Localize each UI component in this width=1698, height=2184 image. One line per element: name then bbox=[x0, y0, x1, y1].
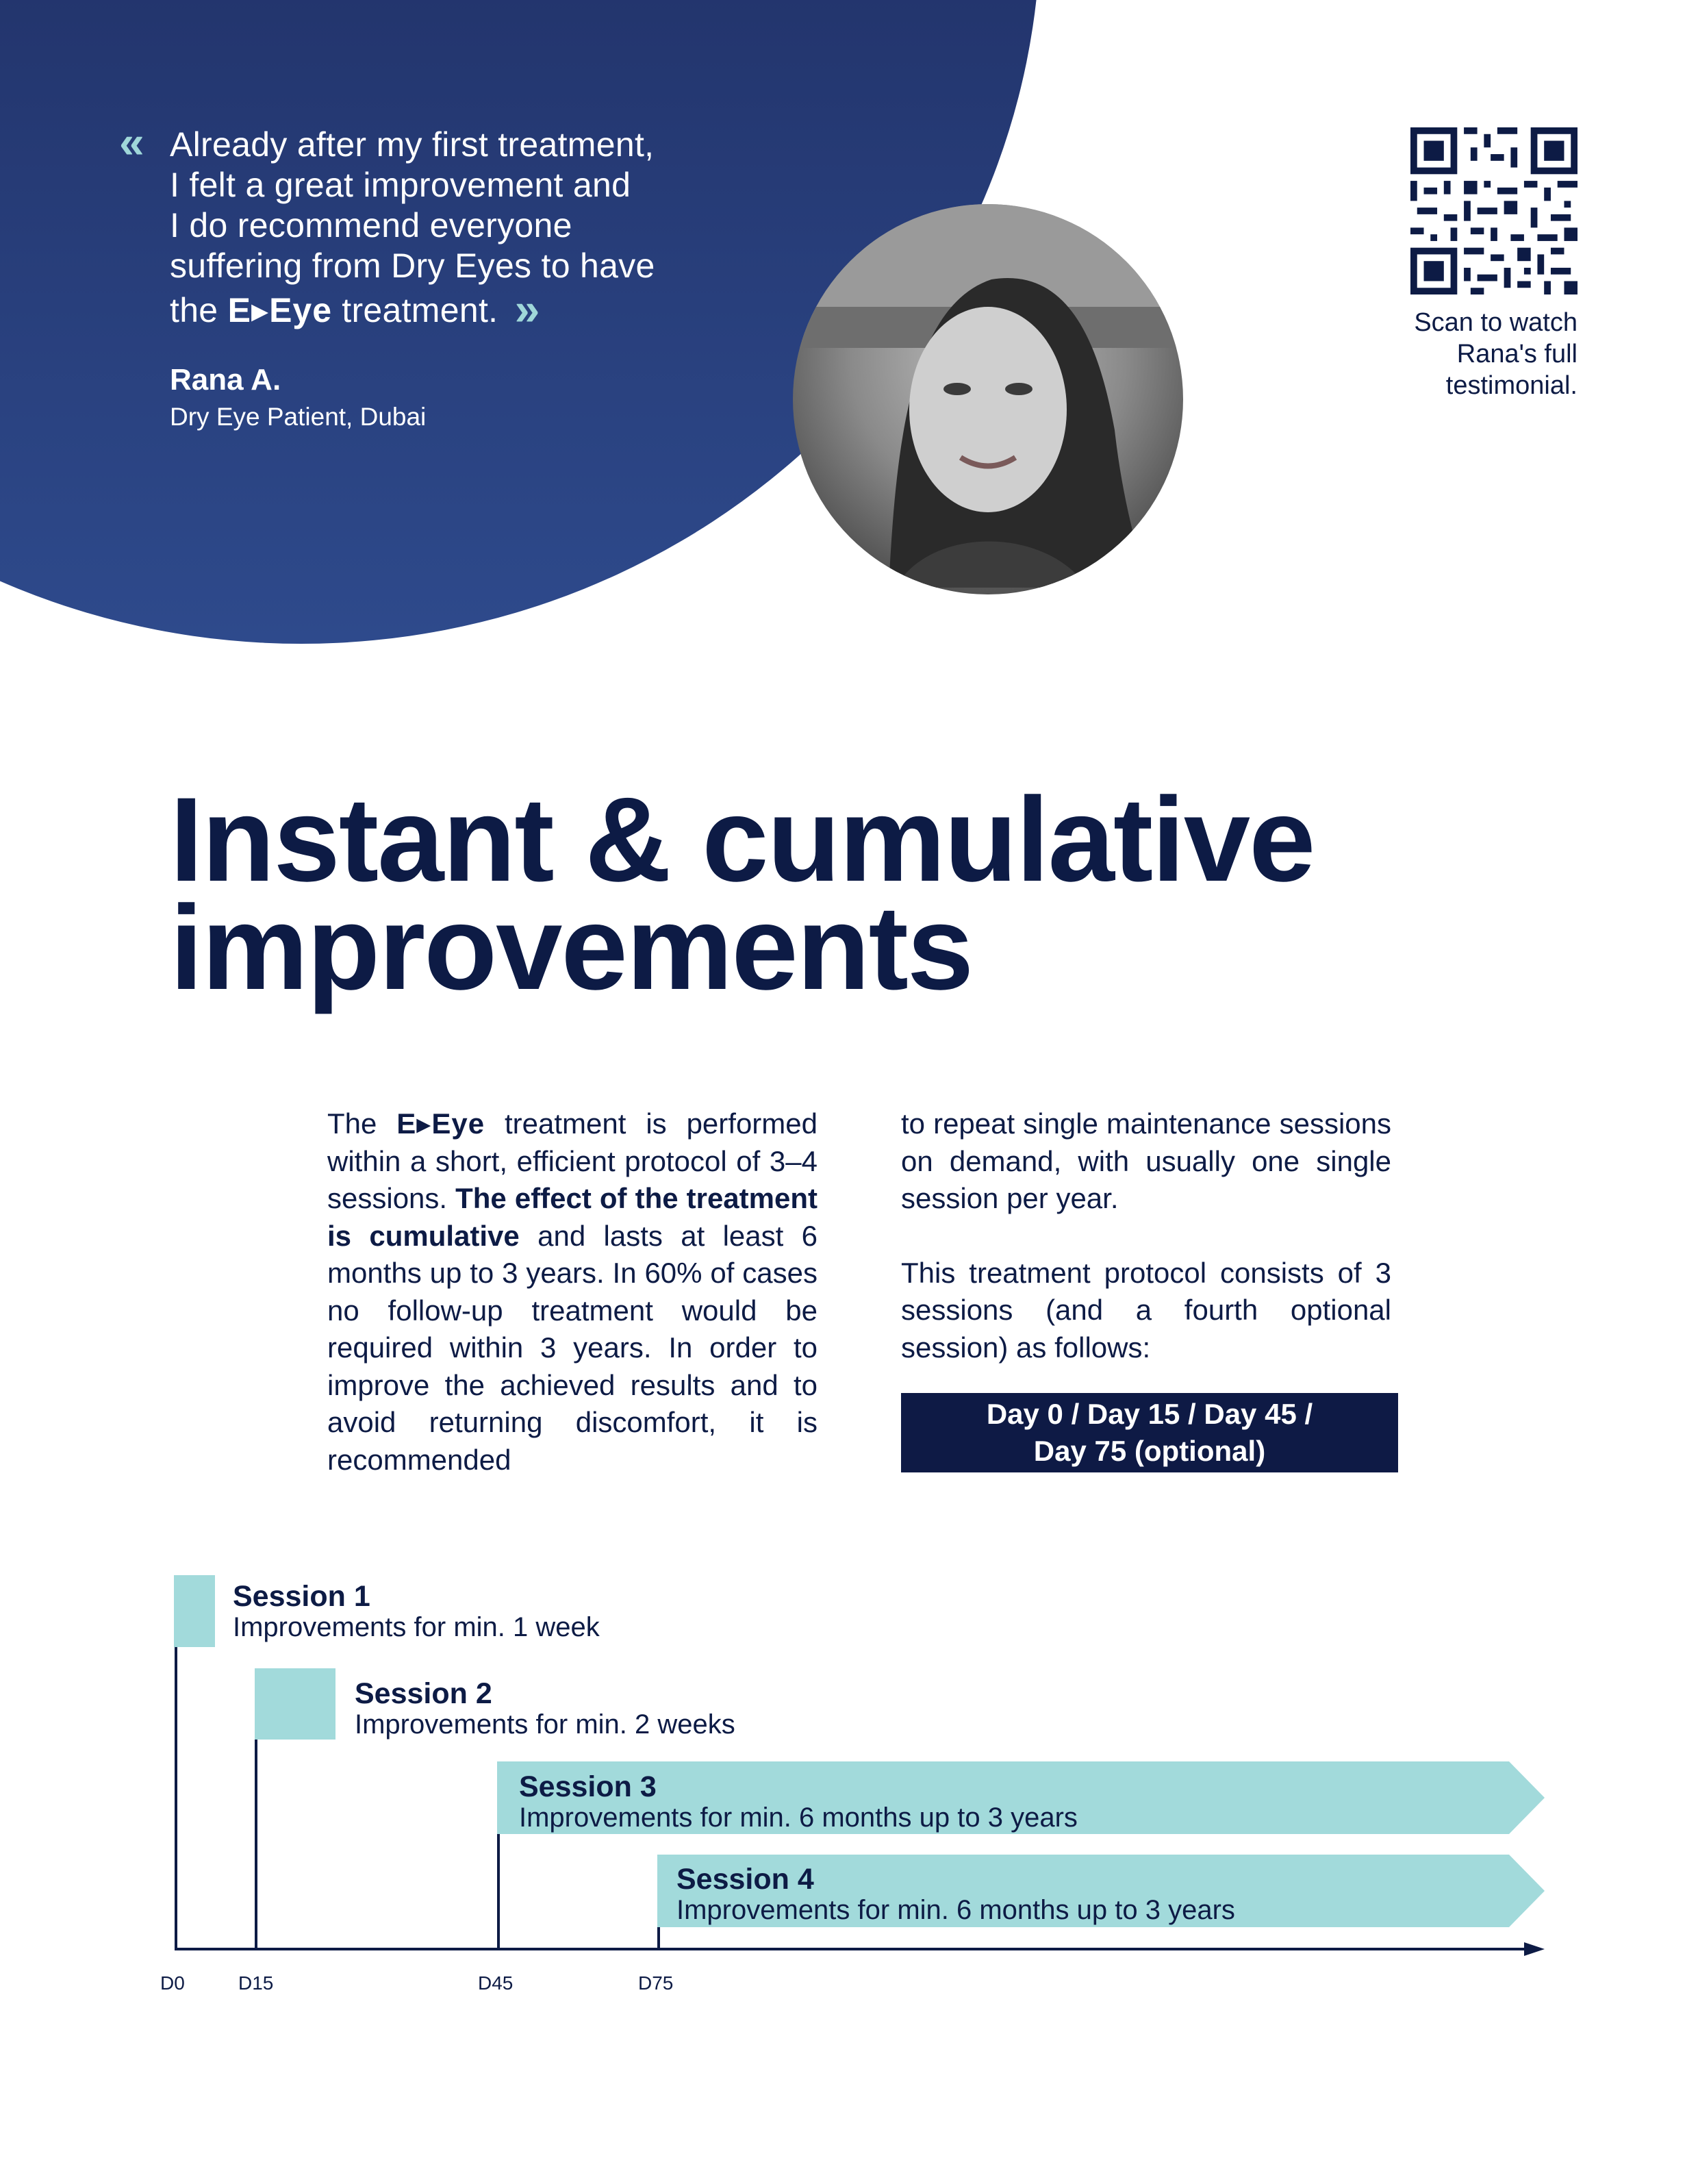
qr-caption bbox=[1345, 307, 1577, 401]
page-title bbox=[170, 773, 1315, 1015]
session-1-bar bbox=[174, 1575, 215, 1647]
quote-line-last bbox=[170, 284, 786, 334]
close-quote-icon: » bbox=[514, 284, 540, 334]
session-title: Session 3 bbox=[519, 1770, 657, 1803]
tick-label-d45: D45 bbox=[478, 1972, 514, 1994]
quote-line: I do recommend everyone bbox=[170, 206, 572, 244]
brand-logo-inline: E▸Eye bbox=[396, 1107, 485, 1140]
session-2-bar bbox=[255, 1668, 335, 1740]
tick-label-d15: D15 bbox=[238, 1972, 274, 1994]
quote-last-suffix: treatment. bbox=[342, 291, 498, 329]
body-paragraph: to repeat single maintenance sessions on demand, with usually one single session per year. bbox=[901, 1107, 1391, 1214]
body-intro-before-logo: The bbox=[327, 1107, 377, 1140]
session-label-1 bbox=[233, 1581, 600, 1642]
session-desc: Improvements for min. 6 months up to 3 years bbox=[676, 1895, 1235, 1925]
body-paragraph: This treatment protocol consists of 3 sessions (and a fourth optional session) as follows: bbox=[901, 1256, 1391, 1364]
quote-last-prefix: the bbox=[170, 291, 218, 329]
body-column-2 bbox=[901, 1105, 1391, 1366]
session-desc: Improvements for min. 6 months up to 3 years bbox=[519, 1803, 1078, 1833]
quote-line: suffering from Dry Eyes to have bbox=[170, 247, 655, 285]
body-rest: and lasts at least 6 months up to 3 years. In 60% of cases no follow-up treatment would be required within 3 years. In order to improve the achieved results and to avoid returning discomfort, it is recommended bbox=[327, 1219, 818, 1476]
schedule-line: Day 0 / Day 15 / Day 45 / bbox=[986, 1398, 1313, 1430]
session-desc: Improvements for min. 2 weeks bbox=[355, 1709, 735, 1740]
body-bold-statement: The effect of the treatment is cumulative bbox=[327, 1182, 818, 1252]
qr-code-icon[interactable] bbox=[1410, 127, 1577, 294]
session-label-4 bbox=[676, 1863, 1235, 1925]
page-title-line1: Instant & cumulative bbox=[170, 773, 1315, 907]
author-role: Dry Eye Patient, Dubai bbox=[170, 403, 427, 431]
quote-line: Already after my first treatment, bbox=[170, 125, 655, 164]
body-column-1 bbox=[327, 1105, 818, 1479]
patient-photo bbox=[793, 204, 1183, 594]
body-paragraph bbox=[327, 1105, 818, 1479]
axis-arrow-icon bbox=[1524, 1942, 1545, 1956]
qr-caption-line: Rana's full bbox=[1456, 340, 1577, 368]
session-title: Session 1 bbox=[233, 1580, 370, 1613]
session-desc: Improvements for min. 1 week bbox=[233, 1612, 600, 1642]
brand-logo-inline: E▸Eye bbox=[227, 291, 333, 329]
open-quote-icon: « bbox=[119, 116, 145, 167]
session-title: Session 4 bbox=[676, 1863, 814, 1896]
page-title-line2: improvements bbox=[170, 881, 973, 1015]
session-title: Session 2 bbox=[355, 1677, 492, 1710]
schedule-box bbox=[901, 1393, 1398, 1472]
patient-portrait-icon bbox=[793, 204, 1183, 594]
quote-line: I felt a great improvement and bbox=[170, 166, 631, 204]
qr-caption-line: testimonial. bbox=[1445, 371, 1577, 400]
body-intro-after-logo: treatment is performed within a short, efficient protocol of 3–4 sessions. bbox=[327, 1107, 818, 1214]
testimonial-quote bbox=[119, 116, 786, 334]
schedule-line: Day 75 (optional) bbox=[1033, 1435, 1266, 1467]
tick-label-d0: D0 bbox=[160, 1972, 185, 1994]
qr-caption-line: Scan to watch bbox=[1414, 308, 1577, 337]
session-label-3 bbox=[519, 1771, 1078, 1833]
session-label-2 bbox=[355, 1678, 735, 1740]
tick-label-d75: D75 bbox=[638, 1972, 674, 1994]
author-name: Rana A. bbox=[170, 363, 281, 397]
